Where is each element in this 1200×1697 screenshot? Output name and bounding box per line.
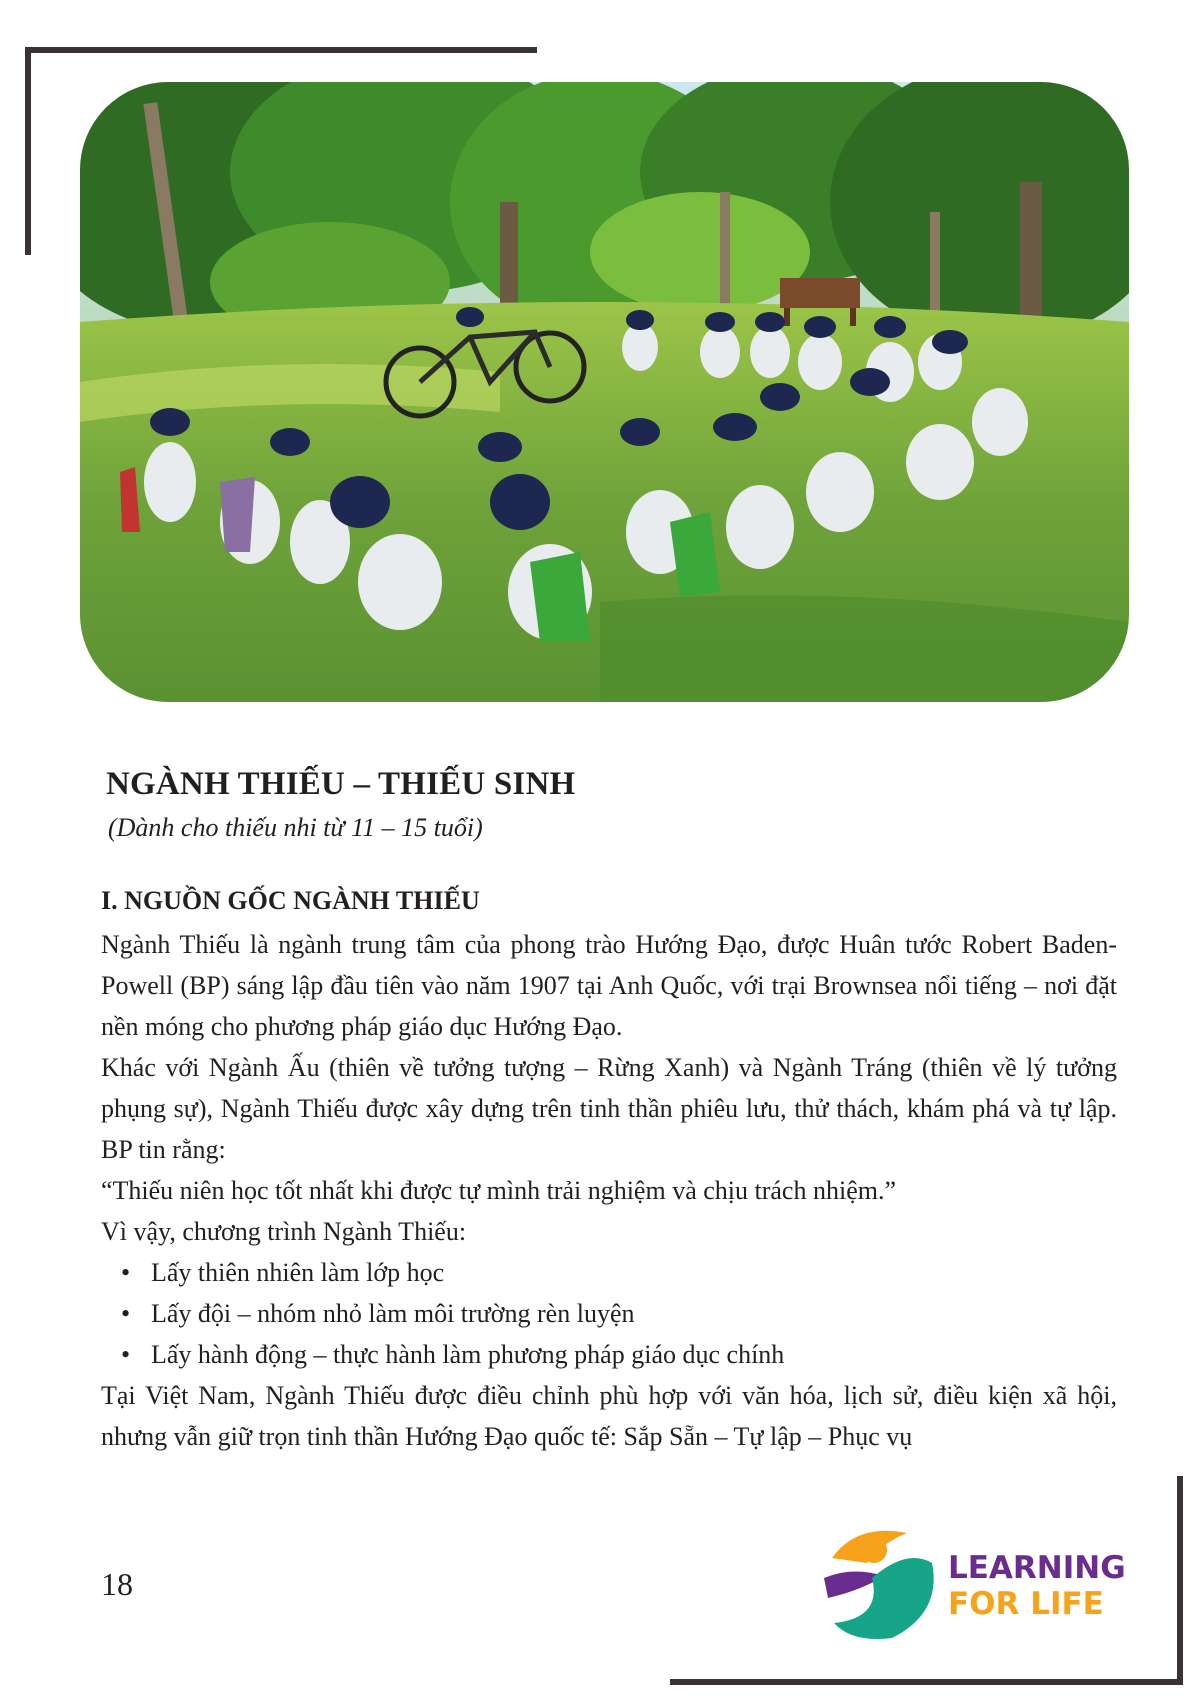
logo-mark-icon <box>812 1518 942 1646</box>
logo-line-1: LEARNING <box>948 1550 1126 1586</box>
bullet-item: • Lấy hành động – thực hành làm phương pháp giáo dục chính <box>121 1334 1117 1375</box>
page-heading: NGÀNH THIẾU – THIẾU SINH <box>106 766 576 802</box>
corner-border-bottom-right <box>670 1679 1183 1685</box>
bullet-list <box>101 1252 1117 1375</box>
bullet-item: • Lấy đội – nhóm nhỏ làm môi trường rèn luyện <box>121 1293 1117 1334</box>
paragraph: Ngành Thiếu là ngành trung tâm của phong trào Hướng Đạo, được Huân tước Robert Baden-Powell (BP) sáng lập đầu tiên vào năm 1907 tại Anh Quốc, với trại Brownsea nổi tiếng – nơi đặt nền móng cho phương pháp giáo dục Hướng Đạo. <box>101 930 1117 1041</box>
section-body <box>101 924 1117 1457</box>
logo-text <box>948 1550 1126 1622</box>
corner-border-right <box>1177 1476 1183 1685</box>
logo-line-2: FOR LIFE <box>948 1586 1104 1622</box>
closing-paragraph: Tại Việt Nam, Ngành Thiếu được điều chỉnh phù hợp với văn hóa, lịch sử, điều kiện xã hội, nhưng vẫn giữ trọn tinh thần Hướng Đạo quốc tế: Sắp Sẵn – Tự lập – Phục vụ <box>101 1381 1117 1451</box>
learning-for-life-logo <box>812 1518 1126 1646</box>
paragraph: Khác với Ngành Ấu (thiên về tưởng tượng – Rừng Xanh) và Ngành Tráng (thiên về lý tưởng phụng sự), Ngành Thiếu được xây dựng trên tinh thần phiêu lưu, thử thách, khám phá và tự lập. BP tin rằng: <box>101 1053 1117 1164</box>
scouts-photo <box>80 82 1129 702</box>
page-subheading: (Dành cho thiếu nhi từ 11 – 15 tuổi) <box>108 813 483 842</box>
corner-border-top-left <box>25 47 537 53</box>
quote-paragraph: “Thiếu niên học tốt nhất khi được tự mình trải nghiệm và chịu trách nhiệm.” <box>101 1176 896 1205</box>
section-title: I. NGUỒN GỐC NGÀNH THIẾU <box>101 886 480 915</box>
corner-border-left <box>25 47 31 255</box>
paragraph: Vì vậy, chương trình Ngành Thiếu: <box>101 1217 467 1246</box>
page-number: 18 <box>101 1566 133 1602</box>
bullet-item: • Lấy thiên nhiên làm lớp học <box>121 1252 1117 1293</box>
